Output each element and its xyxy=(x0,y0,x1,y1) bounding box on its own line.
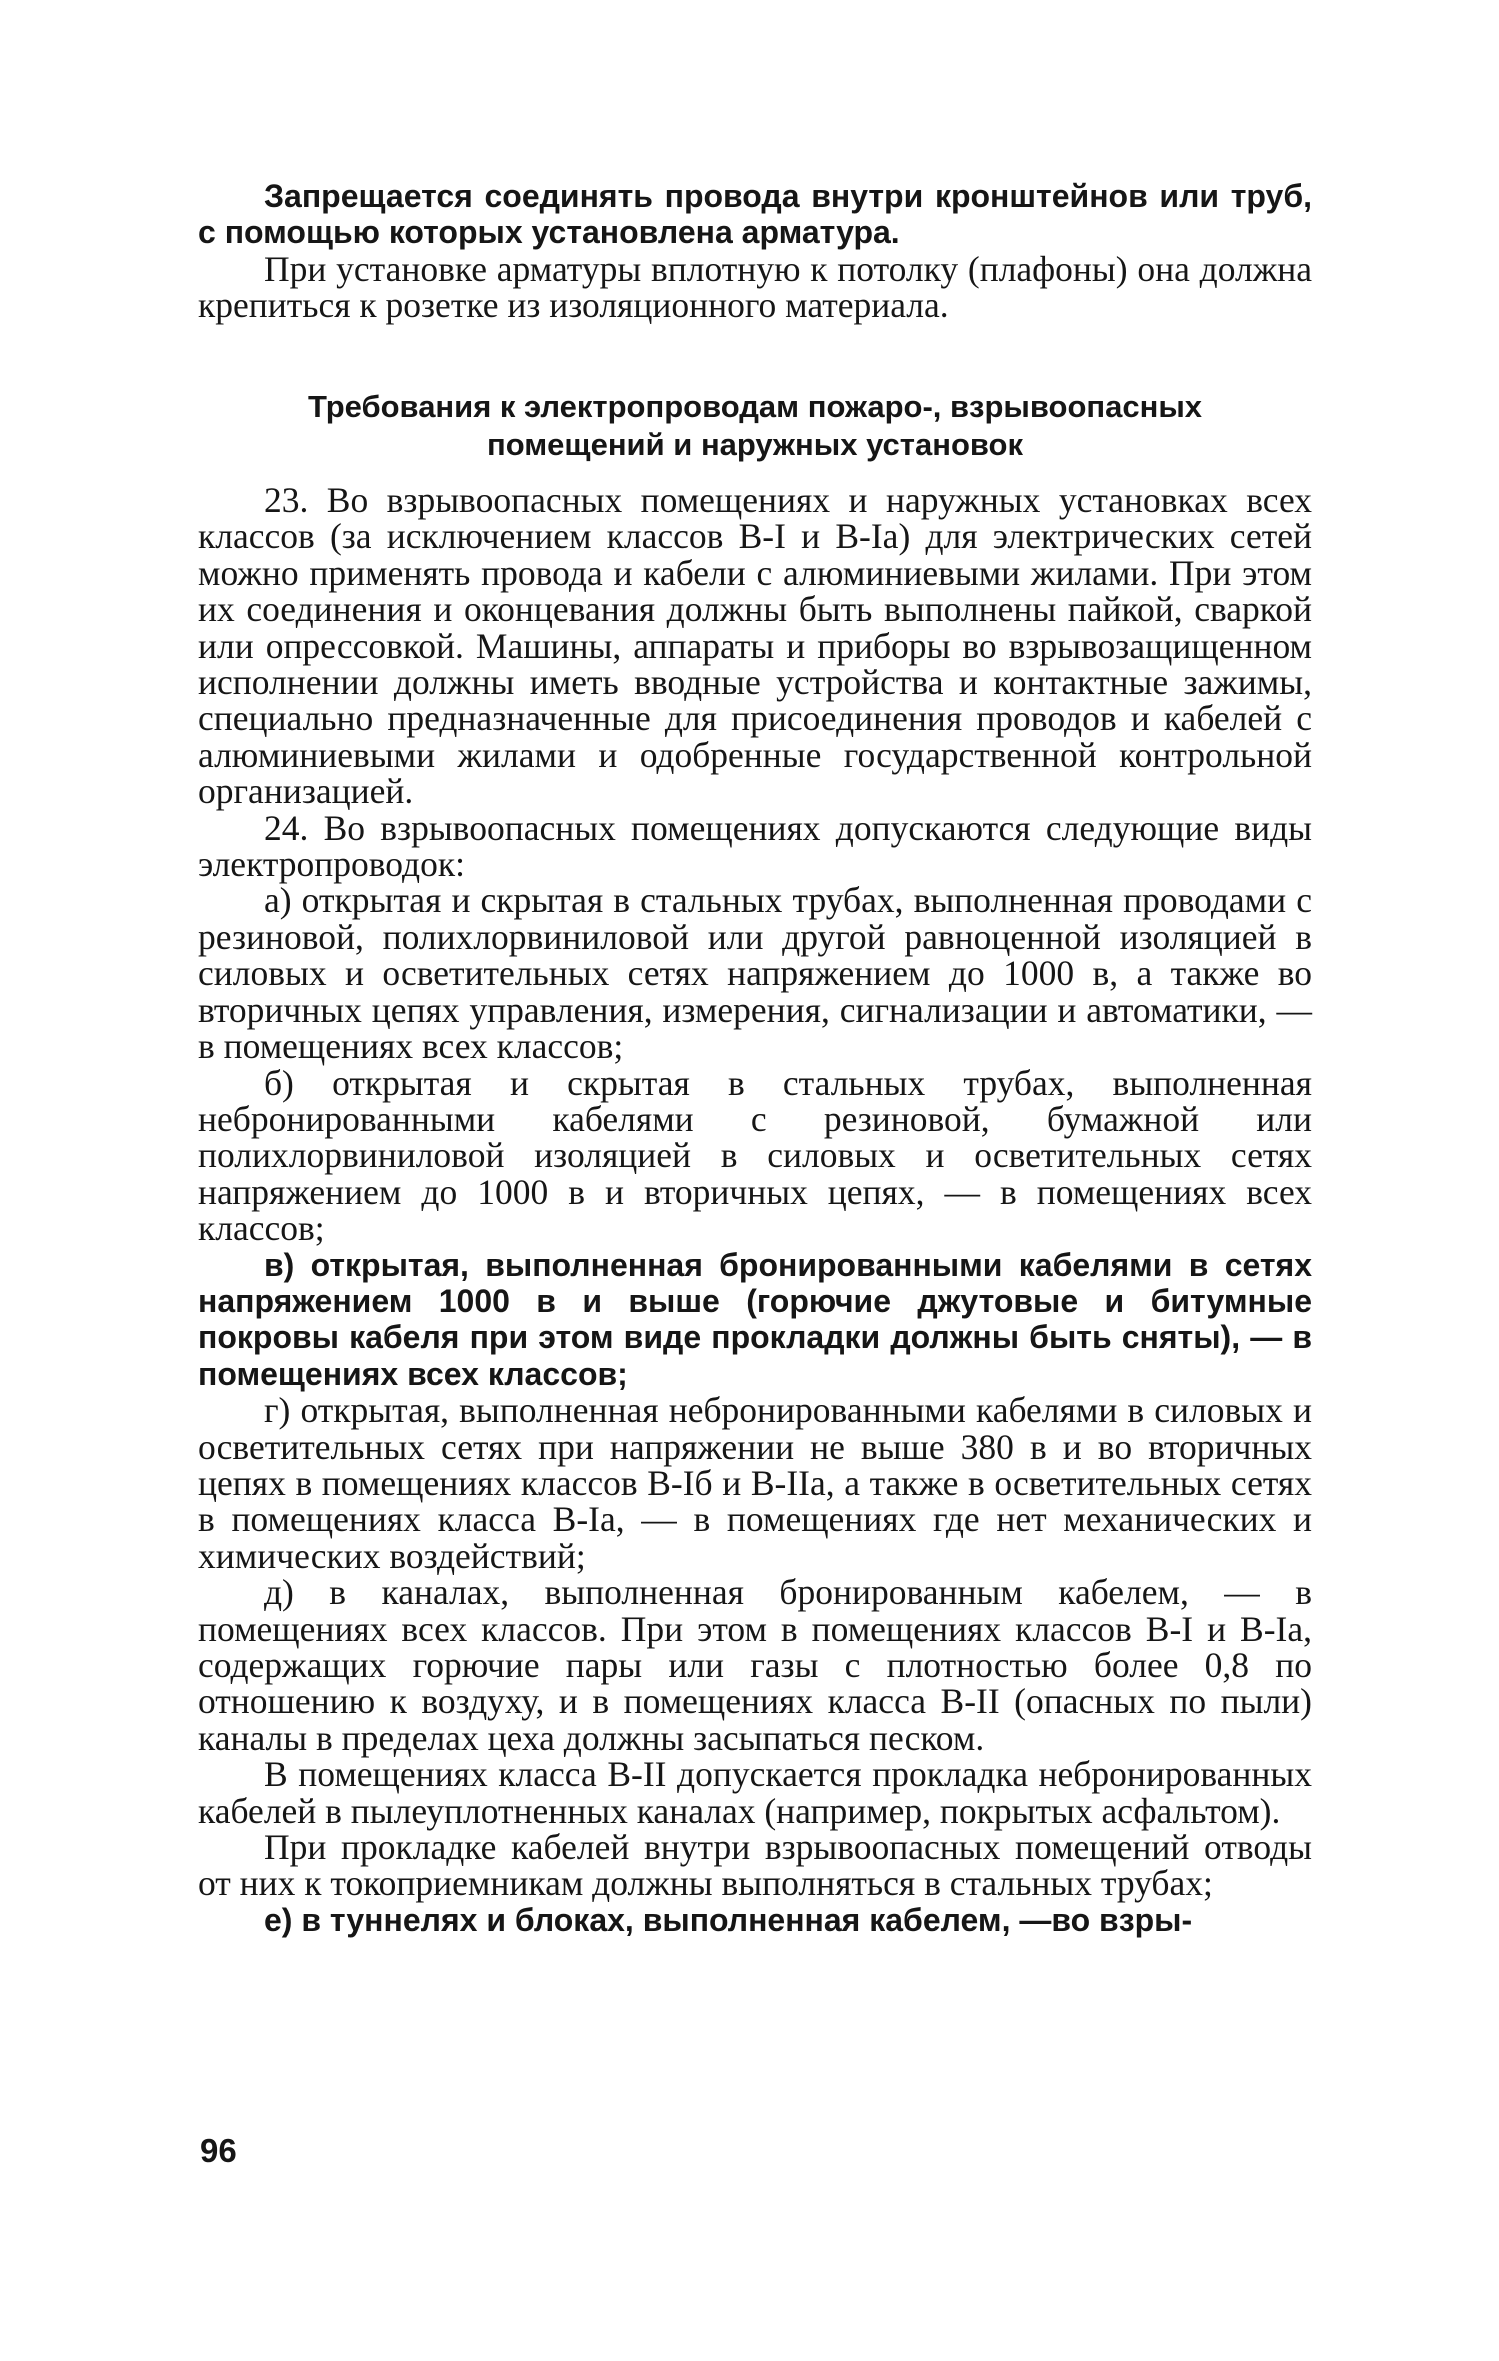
list-item-g: г) открытая, выполненная небронированными кабелями в силовых и осветительных сетях при напряжении не выше 380 в и во вторичных цепях в помещениях классов В-Iб и В-IIа, а также в осветительных сетях в помещениях класса В-Iа, — в помещениях где нет механических и химических воздействий; xyxy=(198,1390,1312,1576)
list-item-v: в) открытая, выполненная бронированными кабелями в сетях напряжением 1000 в и выше (горючие джутовые и битумные покровы кабеля при этом виде прокладки должны быть сняты), — в помещениях всех классов; xyxy=(198,1246,1312,1392)
paragraph-class-b2: В помещениях класса В-II допускается прокладка небронированных кабелей в пылеуплотненных каналах (например, покрытых асфальтом). xyxy=(198,1754,1312,1831)
list-item-b: б) открытая и скрытая в стальных трубах, выполненная небронированными кабелями с резиновой, бумажной или полихлорвиниловой изоляцией в силовых и осветительных сетях напряжением до 1000 в и вторичных цепях, — в помещениях всех классов; xyxy=(198,1062,1312,1249)
paragraph-branches: При прокладке кабелей внутри взрывоопасных помещений отводы от них к токоприемникам должны выполняться в стальных трубах; xyxy=(198,1827,1312,1904)
paragraph-prohibition: Запрещается соединять провода внутри кронштейнов или труб, с помощью которых установлена арматура. xyxy=(198,178,1312,251)
section-heading-block xyxy=(198,388,1312,464)
section-heading: Требования к электропроводам пожаро-, взрывоопасных помещений и наружных установок xyxy=(307,389,1203,462)
top-paragraphs xyxy=(198,178,1312,324)
page-number: 96 xyxy=(200,2132,237,2169)
paragraph-23: 23. Во взрывоопасных помещениях и наружных установках всех классов (за исключением классов В-I и В-Iа) для электрических сетей можно применять провода и кабели с алюминиевыми жилами. При этом их соединения и оконцевания должны быть выполнены пайкой, сваркой или опрессовкой. Машины, аппараты и приборы во взрывозащищенном исполнении должны иметь вводные устройства и контактные зажимы, специально предназначенные для присоединения проводов и кабелей с алюминиевыми жилами и одобренные государственной контрольной организацией. xyxy=(198,480,1312,812)
paragraph-24: 24. Во взрывоопасных помещениях допускаются следующие виды электропроводок: xyxy=(198,807,1312,885)
main-text xyxy=(198,482,1312,1938)
list-item-a: а) открытая и скрытая в стальных трубах, выполненная проводами с резиновой, полихлорвиниловой или другой равноценной изоляцией в силовых и осветительных сетях напряжением до 1000 в, а также во вторичных цепях управления, измерения, сигнализации и автоматики, — в помещениях всех классов; xyxy=(198,880,1312,1067)
list-item-e: е) в туннелях и блоках, выполненная кабелем, —во взры- xyxy=(264,1901,1193,1938)
paragraph-plafond: При установке арматуры вплотную к потолку (плафоны) она должна крепиться к розетке из изоляционного материала. xyxy=(198,248,1312,326)
list-item-d: д) в каналах, выполненная бронированным кабелем, — в помещениях всех классов. При этом в помещениях классов В-I и В-Iа, содержащих горючие пары или газы с плотностью более 0,8 по отношению к воздуху, и в помещениях класса В-II (опасных по пыли) каналы в пределах цеха должны засыпаться песком. xyxy=(198,1572,1312,1758)
